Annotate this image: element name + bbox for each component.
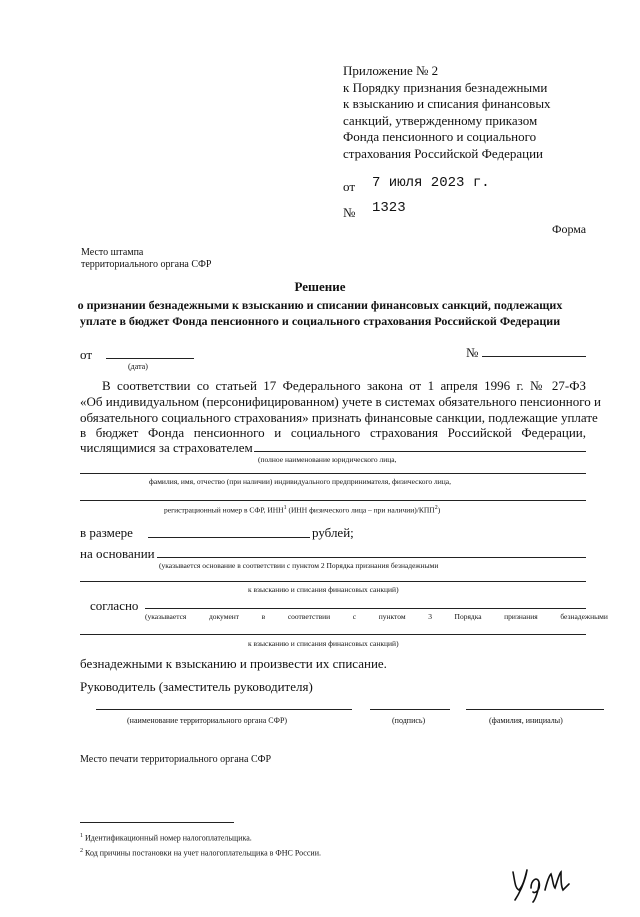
appendix-line: санкций, утвержденному приказом (343, 113, 538, 128)
name-hint: (фамилия, инициалы) (489, 716, 563, 725)
signature-hint: (подпись) (392, 716, 426, 725)
order-date: 7 июля 2023 г. (372, 175, 490, 191)
stamp-place: территориального органа СФР (81, 259, 212, 270)
according-field[interactable] (145, 608, 586, 609)
according-hint: (указывается документ в соответствии с пунктом 3 Порядка признания безнадежными (145, 612, 608, 621)
basis-label: на основании (80, 546, 155, 561)
basis-hint: (указывается основание в соответствии с пунктом 2 Порядка признания безнадежными (159, 561, 439, 570)
date-hint: (дата) (128, 362, 148, 371)
org-name-field[interactable] (96, 709, 352, 710)
org-name-hint: (наименование территориального органа СФР) (127, 716, 288, 725)
body-line: в бюджет Фонда пенсионного и социального страхования Российской Федерации, (80, 425, 586, 440)
amount-label: в размере (80, 525, 133, 540)
basis-hint-2: к взысканию и списания финансовых санкций) (248, 585, 399, 594)
footnote: $^1$ Идентификационный номер налогоплательщика. (80, 833, 252, 843)
footnote: $^2$ Код причины постановки на учет налогоплательщика в ФНС России. (80, 848, 321, 858)
appendix-line: страхования Российской Федерации (343, 146, 543, 161)
reg-number-field[interactable] (80, 500, 586, 501)
order-number-prefix: № (343, 205, 356, 220)
handwritten-signature (505, 860, 575, 905)
head-label: Руководитель (заместитель руководителя) (80, 679, 313, 694)
body-line: обязательного социального страхования» признать финансовые санкции, подлежащие уплате (80, 410, 598, 425)
basis-field-2[interactable] (80, 581, 586, 582)
form-label: Форма (552, 222, 587, 236)
order-date-prefix: от (343, 179, 356, 194)
decision-title: Решение (294, 279, 346, 294)
appendix-line: Фонда пенсионного и социального (343, 129, 537, 144)
number-prefix: № (466, 345, 479, 360)
amount-field[interactable] (148, 537, 310, 538)
individual-hint: фамилия, имя, отчество (при наличии) индивидуального предпринимателя, физического лица, (149, 477, 451, 486)
appendix-line: к Порядку признания безнадежными (343, 80, 548, 95)
number-field[interactable] (482, 356, 586, 357)
appendix-line: к взысканию и списания финансовых (343, 96, 551, 111)
appendix-title: Приложение № 2 (343, 63, 439, 78)
reg-number-hint: регистрационный номер в СФР, ИНН$^1$ (ИНН физического лица – при наличии)/КПП$^2$) (164, 505, 441, 515)
insurer-label: числящимися за страхователем (80, 440, 253, 455)
seal-place: Место печати территориального органа СФР (80, 754, 272, 765)
individual-field[interactable] (80, 473, 586, 474)
according-label: согласно (90, 598, 139, 613)
basis-field[interactable] (157, 557, 586, 558)
decision-subtitle: о признании безнадежными к взысканию и списании финансовых санкций, подлежащих (77, 298, 563, 312)
body-line: «Об индивидуальном (персонифицированном) учете в системах обязательного пенсионного и (80, 394, 601, 409)
legal-entity-hint: (полное наименование юридического лица, (258, 455, 397, 464)
according-hint-2: к взысканию и списания финансовых санкций) (248, 639, 399, 648)
decision-subtitle: уплате в бюджет Фонда пенсионного и социального страхования Российской Федерации (79, 314, 561, 328)
order-number: 1323 (372, 200, 406, 216)
date-field[interactable] (106, 358, 194, 359)
amount-unit: рублей; (312, 525, 354, 540)
signature-field[interactable] (370, 709, 450, 710)
footnote-divider (80, 822, 234, 823)
date-prefix: от (80, 347, 93, 362)
conclusion: безнадежными к взысканию и произвести их списание. (80, 656, 387, 671)
according-field-2[interactable] (80, 634, 586, 635)
stamp-place: Место штампа (81, 247, 144, 258)
insurer-field[interactable] (254, 451, 586, 452)
body-line: В соответствии со статьей 17 Федерального закона от 1 апреля 1996 г. № 27-ФЗ (102, 378, 586, 393)
name-field[interactable] (466, 709, 604, 710)
